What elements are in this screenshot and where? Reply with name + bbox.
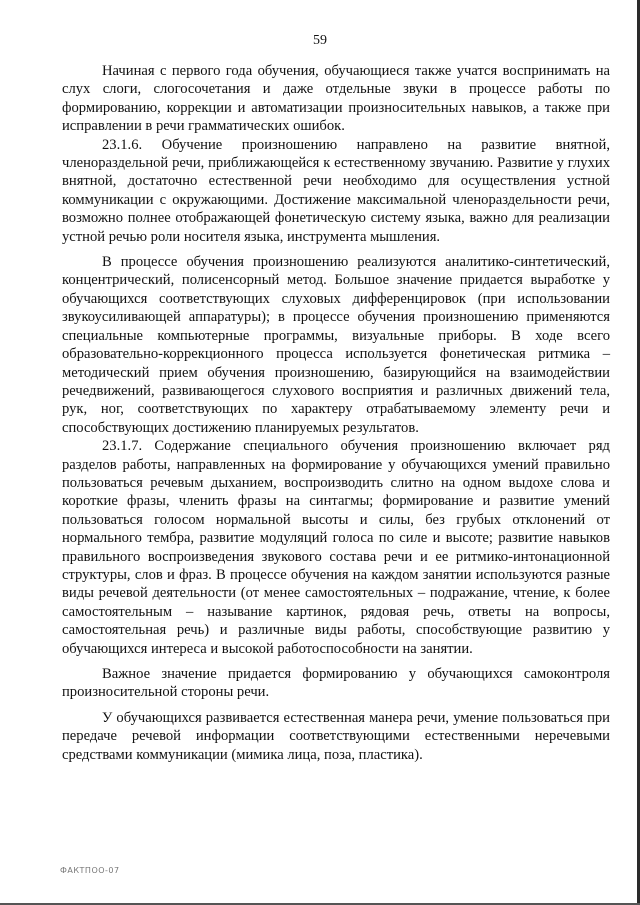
paragraph-natural-speech: У обучающихся развивается естественная манера речи, умение пользоваться при передаче речевой информации соответствующими естественными неречевыми средствами коммуникации (мимика лица, поза, пластика). (62, 709, 610, 763)
page-number: 59 (313, 33, 327, 48)
paragraph-23-1-7: 23.1.7. Содержание специального обучения произношению включает ряд разделов работы, направленных на формирование у обучающихся умений правильно пользоваться речевым дыханием, воспроизводить слитно на одном выдохе слова и короткие фразы, членить фразы на синтагмы; формирование и развитие умений пользоваться голосом нормальной высоты и силы, без грубых отклонений от нормального тембра, развитие модуляций голоса по силе и высоте; развитие навыков правильного воспроизведения звукового состава речи и ее ритмико-интонационной структуры, слов и фраз. В процессе обучения на каждом занятии используются разные виды речевой деятельности (от менее самостоятельных – подражание, чтение, к более самостоятельным – называние картинок, рядовая речь, ответы на вопросы, самостоятельная речь) и различные виды работы, способствующие развитию у обучающихся интереса и высокой работоспособности на занятии. (62, 438, 610, 657)
footer-document-code: ФАКТПОО-07 (60, 866, 120, 875)
paragraph-methods: В процессе обучения произношению реализуются аналитико-синтетический, концентрический, полисенсорный метод. Большое значение придается выработке у обучающихся соответствующих слуховых дифференцировок (при использовании звукоусиливающей аппаратуры); в процессе обучения произношению применяются специальные компьютерные программы, визуальные приборы. В ходе всего образовательно-коррекционного процесса используется фонетическая ритмика – методический прием обучения произношению, базирующийся на взаимодействии речедвижений, развивающегося слухового восприятия и различных движений тела, рук, ног, соответствующих по характеру отрабатываемому элементу речи и способствующих достижению планируемых результатов. (62, 254, 610, 436)
paragraph-self-control: Важное значение придается формированию у обучающихся самоконтроля произносительной стороны речи. (62, 666, 610, 701)
paragraph-23-1-6: 23.1.6. Обучение произношению направлено на развитие внятной, членораздельной речи, приближающейся к естественному звучанию. Развитие у глухих внятной, достаточно естественной речи необходимо для осуществления устной коммуникации с окружающими. Достижение максимальной членораздельности речи, возможно полнее отображающей фонетическую систему языка, важно для реализации устной речью роли носителя языка, инструмента мышления. (62, 136, 610, 245)
paragraph-intro: Начиная с первого года обучения, обучающиеся также учатся воспринимать на слух слоги, слогосочетания и даже отдельные звуки в процессе работы по формированию, коррекции и автоматизации произносительных навыков, а также при исправлении в речи грамматических ошибок. (62, 63, 610, 135)
document-body (62, 62, 610, 764)
